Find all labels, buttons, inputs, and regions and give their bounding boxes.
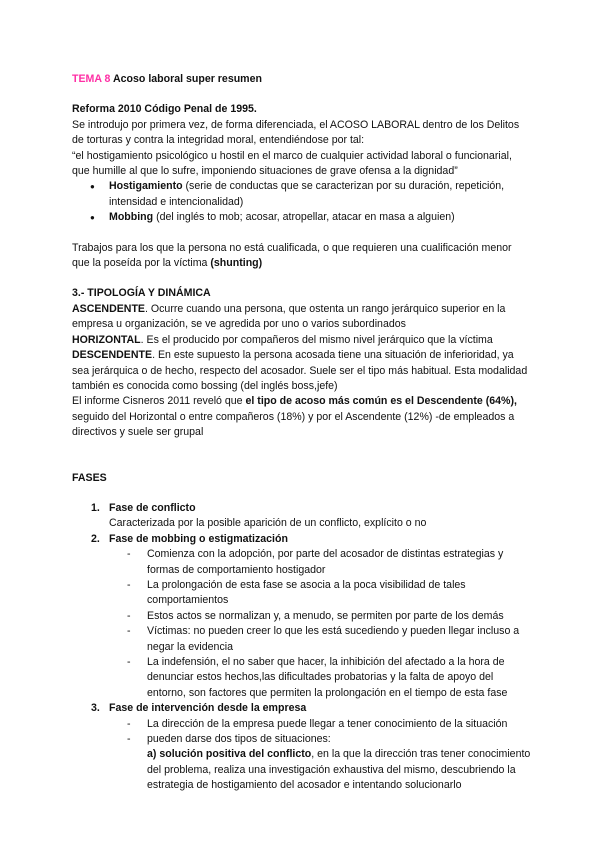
tipologia-heading: 3.- TIPOLOGÍA Y DINÁMICA (72, 287, 211, 300)
phase-point: - Comienza con la adopción, por parte del acosador de distintas estrategias y formas de comportamiento hostigador (147, 547, 532, 578)
bullet-hostigamiento: ● Hostigamiento (serie de conductas que se caracterizan por su duración, repetición, intensidad e intencionalidad) (109, 179, 532, 210)
shunting-paragraph: Trabajos para los que la persona no está cualificada, o que requieren una cualificación menor que la poseída por la víctima (shunting) (72, 241, 512, 270)
reforma-intro: Se introdujo por primera vez, de forma diferenciada, el ACOSO LABORAL dentro de los Delitos de torturas y contra la integridad moral, entendiéndose por tal: (72, 118, 520, 147)
doc-title (72, 72, 532, 87)
phase-point: - Estos actos se normalizan y, a menudo, se permiten por parte de los demás (147, 609, 532, 624)
phase-points (109, 717, 532, 748)
solucion-positiva: a) solución positiva del conflicto, en la que la dirección tras tener conocimiento del problema, realiza una investigación exhaustiva del mismo, descubriendo la estrategia de hostigamiento del acosador e intentando solucionarlo (147, 748, 531, 792)
phase-item-mobbing: 2. Fase de mobbing o estigmatización - Comienza con la adopción, por parte del acosador de distintas estrategias y formas de comportamiento hostigador - La prolongación de esta fase se asocia a la poca visibilidad de tales comportamientos - Estos actos se normalizan y, a menudo, se permiten por parte de los demás - Víctimas: no pueden creer lo que les está sucediendo y pueden llegar incluso a negar la evidencia - La indefensión, el no saber que hacer, la inhibición del afectado a la hora de denunciar estos hechos,las dificultades probatorias y la falta de apoyo del entorno, son factores que permiten la prolongación en el tiempo de esta fase (109, 532, 532, 701)
phase-desc: Caracterizada por la posible aparición de un conflicto, explícito o no (109, 517, 427, 530)
phase-item-conflicto: 1. Fase de conflicto Caracterizada por la posible aparición de un conflicto, explícito o no (109, 501, 532, 532)
phase-title: Fase de conflicto (109, 501, 196, 514)
reforma-heading: Reforma 2010 Código Penal de 1995. (72, 103, 257, 116)
definition-list (72, 179, 532, 225)
tema-label: TEMA 8 (72, 73, 111, 85)
phase-item-intervencion: 3. Fase de intervención desde la empresa - La dirección de la empresa puede llegar a tener conocimiento de la situación - pueden darse dos tipos de situaciones: a) solución positiva del conflicto, en la que la dirección tras tener conocimiento del problema, realiza una investigación exhaustiva del mismo, descubriendo la estrategia de hostigamiento del acosador e intentando solucionarlo (109, 701, 532, 793)
phase-point: - La prolongación de esta fase se asocia a la poca visibilidad de tales comportamientos (147, 578, 532, 609)
phase-point: - pueden darse dos tipos de situaciones: (147, 732, 532, 747)
reforma-quote: “el hostigamiento psicológico u hostil en el marco de cualquier actividad laboral o funcionarial, que humille al que lo sufre, imponiendo situaciones de grave ofensa a la dignidad” (72, 149, 512, 178)
phase-title: Fase de mobbing o estigmatización (109, 532, 288, 545)
document-page (72, 72, 532, 794)
informe-paragraph: El informe Cisneros 2011 reveló que el tipo de acoso más común es el Descendente (64%), seguido del Horizontal o entre compañeros (18%) y por el Ascendente (12%) -de empleados a directivos y suele ser grupal (72, 395, 517, 439)
ascendente-paragraph: ASCENDENTE. Ocurre cuando una persona, que ostenta un rango jerárquico superior en la empresa u organización, se ve agredida por uno o varios subordinados (72, 302, 506, 331)
phase-points (109, 547, 532, 701)
horizontal-paragraph: HORIZONTAL. Es el producido por compañeros del mismo nivel jerárquico que la víctima (72, 333, 493, 346)
fases-heading: FASES (72, 471, 107, 484)
phase-list (72, 501, 532, 794)
bullet-mobbing: ● Mobbing (del inglés to mob; acosar, atropellar, atacar en masa a alguien) (109, 210, 532, 225)
title-text: Acoso laboral super resumen (110, 73, 262, 85)
phase-title: Fase de intervención desde la empresa (109, 702, 307, 715)
phase-point: - Víctimas: no pueden creer lo que les está sucediendo y pueden llegar incluso a negar la evidencia (147, 624, 532, 655)
descendente-paragraph: DESCENDENTE. En este supuesto la persona acosada tiene una situación de inferioridad, ya sea jerárquica o de hecho, respecto del acosador. Suele ser el tipo más habitual. Esta modalidad también es conocida como bossing (del inglés boss,jefe) (72, 349, 528, 392)
phase-point: - La dirección de la empresa puede llegar a tener conocimiento de la situación (147, 717, 532, 732)
phase-point: - La indefensión, el no saber que hacer, la inhibición del afectado a la hora de denunciar estos hechos,las dificultades probatorias y la falta de apoyo del entorno, son factores que permiten la prolongación en el tiempo de esta fase (147, 655, 532, 701)
